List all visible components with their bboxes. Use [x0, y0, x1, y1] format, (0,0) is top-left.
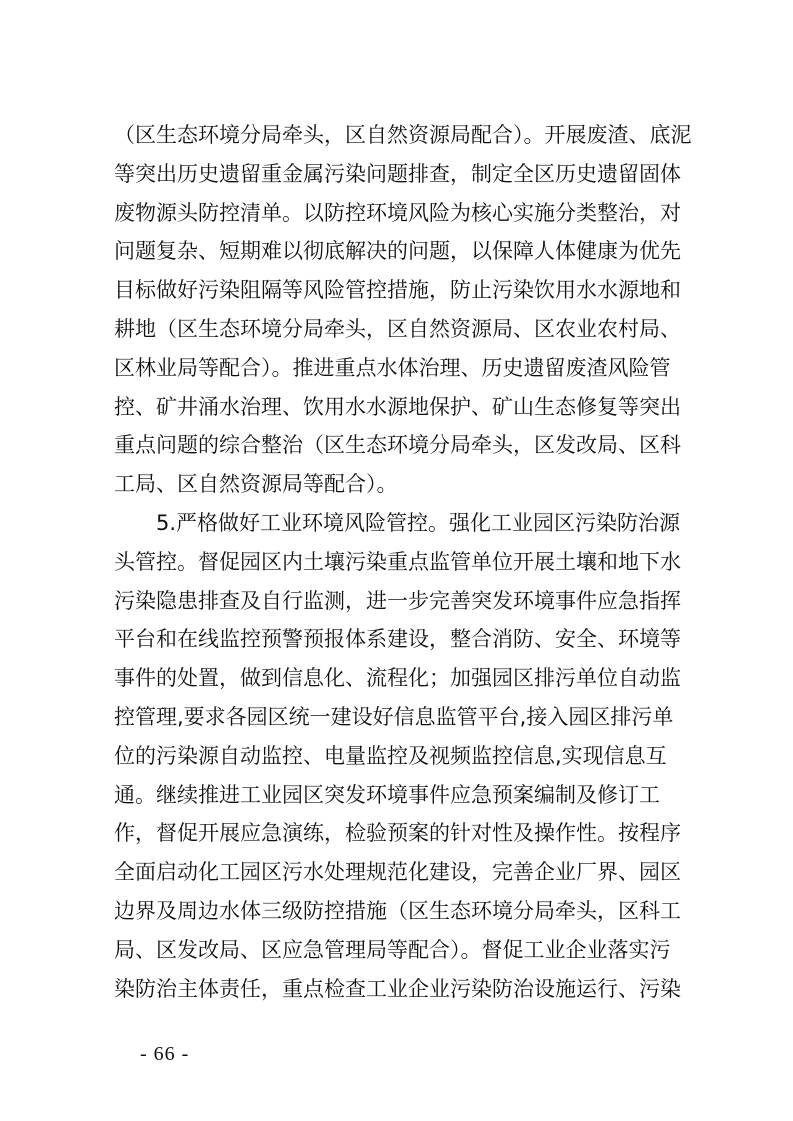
text-line: 等突出历史遗留重金属污染问题排查，制定全区历史遗留固体: [114, 161, 681, 186]
text-line: 控管理,要求各园区统一建设好信息监管平台,接入园区排污单: [114, 704, 674, 729]
section-heading-line: 5.严格做好工业环境风险管控。强化工业园区污染防治源: [114, 510, 681, 535]
text-line: 通。继续推进工业园区突发环境事件应急预案编制及修订工: [114, 782, 660, 807]
text-line: 边界及周边水体三级防控措施（区生态环境分局牵头，区科工: [114, 898, 681, 923]
text-line: 区林业局等配合）。推进重点水体治理、历史遗留废渣风险管: [114, 355, 671, 380]
text-line: 位的污染源自动监控、电量监控及视频监控信息,实现信息互: [114, 743, 667, 768]
text-line: 控、矿井涌水治理、饮用水水源地保护、矿山生态修复等突出: [114, 394, 681, 419]
text-line: 重点问题的综合整治（区生态环境分局牵头，区发改局、区科: [114, 433, 681, 458]
text-line: 作，督促开展应急演练，检验预案的针对性及操作性。按程序: [114, 821, 681, 846]
text-line: 污染隐患排查及自行监测，进一步完善突发环境事件应急指挥: [114, 588, 681, 613]
text-line: 目标做好污染阻隔等风险管控措施，防止污染饮用水水源地和: [114, 278, 681, 303]
text-line: 全面启动化工园区污水处理规范化建设，完善企业厂界、园区: [114, 860, 681, 885]
text-line: 问题复杂、短期难以彻底解决的问题，以保障人体健康为优先: [114, 239, 681, 264]
text-line: 工局、区自然资源局等配合）。: [114, 472, 398, 497]
text-line: 耕地（区生态环境分局牵头，区自然资源局、区农业农村局、: [114, 316, 681, 341]
text-line: （区生态环境分局牵头，区自然资源局配合）。开展废渣、底泥: [114, 123, 692, 147]
text-line: 事件的处置，做到信息化、流程化；加强园区排污单位自动监: [114, 666, 681, 691]
text-line: 局、区发改局、区应急管理局等配合）。督促工业企业落实污: [114, 937, 671, 962]
text-line: 染防治主体责任，重点检查工业企业污染防治设施运行、污染: [114, 976, 681, 1001]
page-number: - 66 -: [140, 1043, 190, 1065]
text-line: 平台和在线监控预警预报体系建设，整合消防、安全、环境等: [114, 627, 681, 652]
text-line: 头管控。督促园区内土壤污染重点监管单位开展土壤和地下水: [114, 549, 681, 574]
text-line: 废物源头防控清单。以防控环境风险为核心实施分类整治，对: [114, 200, 681, 225]
body-text: [114, 116, 692, 1008]
